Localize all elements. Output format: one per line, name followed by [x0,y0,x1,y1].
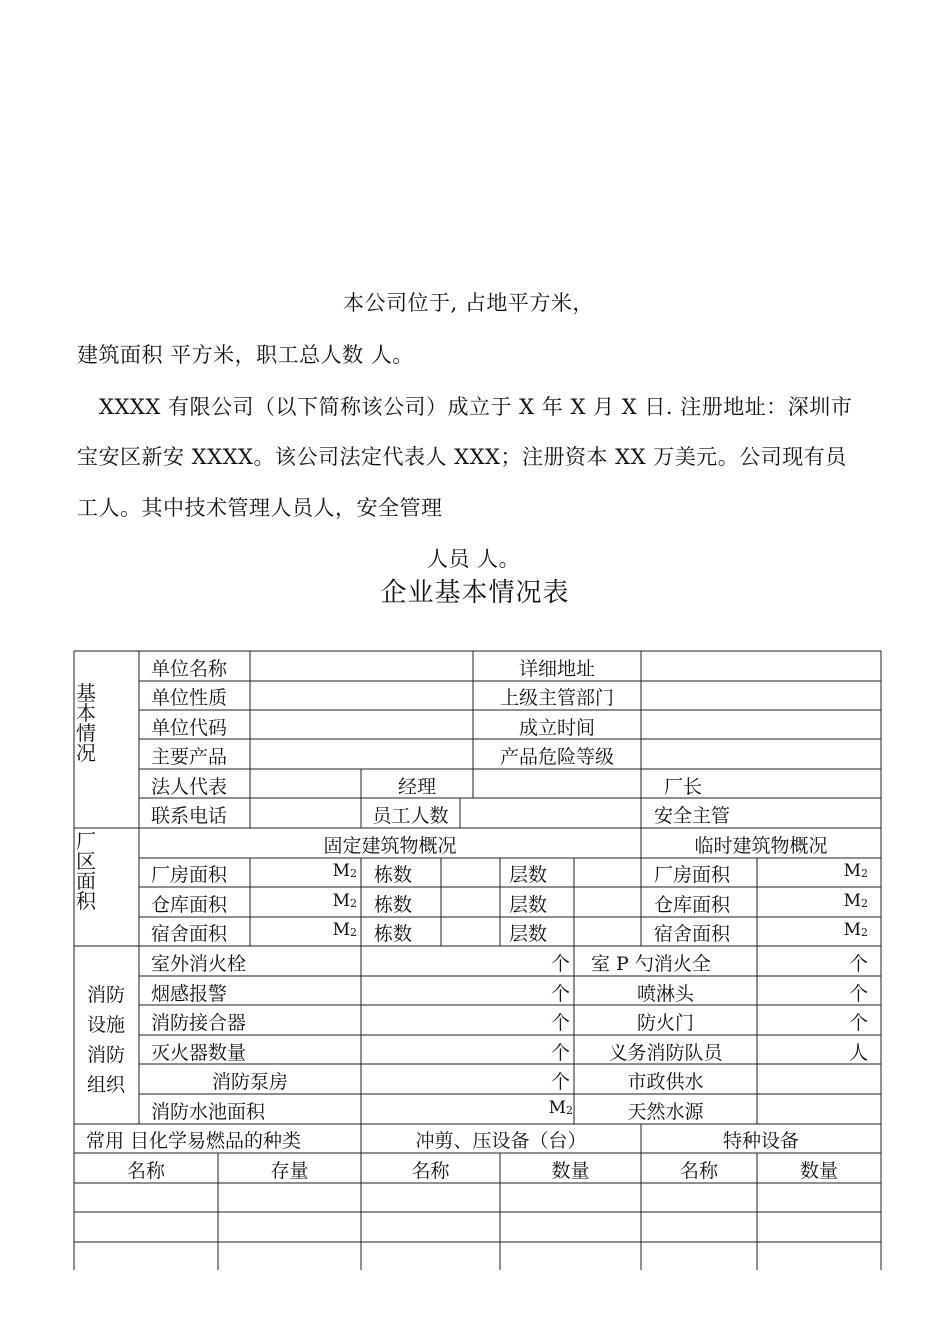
label-phone: 联系电话 [151,805,228,827]
intro-line-4: 宝安区新安 XXXX。该公司法定代表人 XXX；注册资本 XX 万美元。公司现有员 [77,445,847,469]
header-press-equipment: 冲剪、压设备（台） [415,1130,587,1152]
label-fire-door: 防火门 [636,1012,694,1034]
unit-ge: 个 [550,1042,570,1064]
label-city-water: 市政供水 [627,1071,704,1093]
unit-m2: $M_2$ [843,891,868,911]
label-address: 详细地址 [518,658,595,680]
plant-row-bldg: 栋数 [374,923,413,945]
label-safety-head: 安全主管 [654,805,731,827]
label-unit-code: 单位代码 [151,717,228,739]
plant-row-bldg: 栋数 [374,864,413,886]
label-unit-nature: 单位性质 [151,687,228,709]
plant-row-label: 宿舍面积 [151,923,228,945]
col-name: 名称 [679,1160,718,1182]
label-legal-rep: 法人代表 [151,776,228,798]
col-name: 名称 [411,1160,450,1182]
label-natural-water: 天然水源 [627,1101,704,1123]
plant-row-temp-label: 宿舍面积 [654,923,731,945]
unit-m2: $M_2$ [548,1098,573,1118]
plant-row-label: 仓库面积 [151,894,228,916]
intro-line-1: 本公司位于, 占地平方米， [343,291,594,315]
group-basic-label: 基 本 情 况 [76,681,96,765]
plant-row-label: 厂房面积 [151,864,228,886]
unit-m2: $M_2$ [332,920,357,940]
table-title: 企业基本情况表 [380,578,570,608]
label-indoor-hydrant: 室 P 勺消火全 [591,953,711,975]
col-name: 名称 [126,1160,165,1182]
label-staff-count: 员工人数 [372,805,449,827]
unit-m2: $M_2$ [332,861,357,881]
intro-line-5: 工人。其中技术管理人员人，安全管理 [77,496,443,520]
intro-line-6: 人员 人。 [427,547,521,571]
intro-line-2: 建筑面积 平方米，职工总人数 人。 [77,343,414,367]
unit-ge: 个 [550,1071,570,1093]
plant-row-bldg: 栋数 [374,894,413,916]
unit-m2: $M_2$ [843,920,868,940]
group-plant-label: 厂 区 面 积 [76,829,96,913]
plant-row-temp-label: 厂房面积 [654,864,731,886]
label-manager: 经理 [397,776,436,798]
col-qty: 数量 [799,1160,838,1182]
label-pump-room: 消防泵房 [211,1071,288,1093]
label-sprinkler: 喷淋头 [636,983,694,1005]
unit-ge: 个 [550,1012,570,1034]
unit-ge: 个 [550,983,570,1005]
label-risk-level: 产品危险等级 [499,746,614,768]
unit-ge: 个 [550,953,570,975]
label-unit-name: 单位名称 [151,658,228,680]
plant-row-floors: 层数 [509,894,548,916]
col-stock: 存量 [270,1160,309,1182]
unit-m2: $M_2$ [843,861,868,881]
unit-ge: 个 [848,953,868,975]
unit-m2: $M_2$ [332,891,357,911]
plant-row-temp-label: 仓库面积 [654,894,731,916]
unit-ren: 人 [848,1042,868,1064]
label-superior: 上级主管部门 [499,687,614,709]
label-connector: 消防接合器 [151,1012,247,1034]
label-founded: 成立时间 [518,717,595,739]
label-pool-area: 消防水池面积 [151,1101,266,1123]
plant-row-floors: 层数 [509,923,548,945]
header-temp-buildings: 临时建筑物概况 [694,835,828,857]
col-qty: 数量 [551,1160,590,1182]
header-fixed-buildings: 固定建筑物概况 [323,835,457,857]
header-special-equipment: 特种设备 [722,1130,799,1152]
unit-ge: 个 [848,983,868,1005]
group-fire-label: 消防 设施 消防 组织 [86,984,125,1096]
label-factory-director: 厂长 [664,776,703,798]
unit-ge: 个 [848,1012,868,1034]
label-volunteer: 义务消防队员 [608,1042,723,1064]
header-chemicals: 常用 目化学易燃品的种类 [86,1130,302,1152]
label-outdoor-hydrant: 室外消火栓 [151,953,247,975]
label-extinguishers: 灭火器数量 [151,1042,247,1064]
intro-line-3: XXXX 有限公司（以下简称该公司）成立于 X 年 X 月 X 日. 注册地址：深圳市 [99,395,853,419]
label-smoke-alarm: 烟感报警 [151,983,228,1005]
plant-row-floors: 层数 [509,864,548,886]
label-main-product: 主要产品 [151,746,228,768]
